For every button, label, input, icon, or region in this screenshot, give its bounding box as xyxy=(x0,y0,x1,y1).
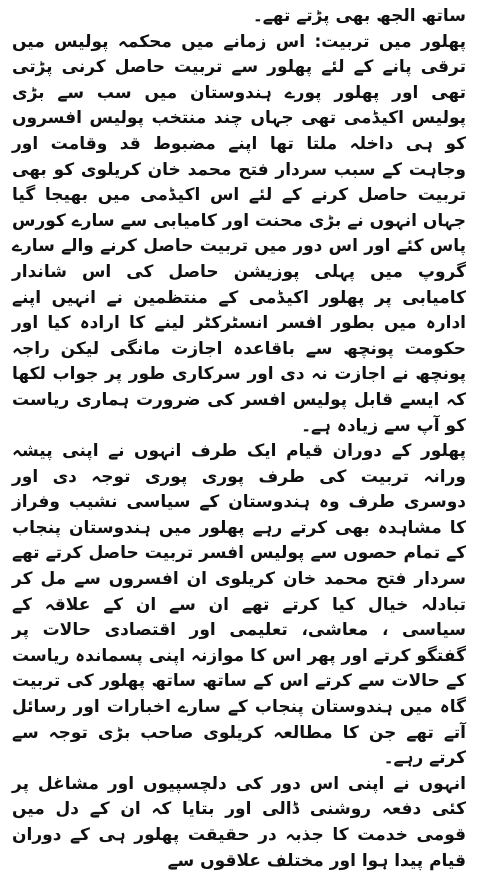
paragraph-opening-line: ساتھ الجھ بھی پڑتے تھے۔ xyxy=(252,6,466,26)
paragraph-national-service: انہوں نے اپنی اس دور کی دلچسپیوں اور مشاغل پر کئی دفعہ روشنی ڈالی اور بتایا کہ ان کے دل میں قومی خدمت کا جذبہ در حقیقت پھلور ہی کے دوران قیام پیدا ہوا اور مختلف علاقوں سے xyxy=(12,773,466,871)
paragraph-stay-at-phillaur: پھلور کے دوران قیام ایک طرف انہوں نے اپنی پیشہ ورانہ تربیت کی طرف پوری پوری توجہ دی اور دوسری طرف وہ ہندوستان کے سیاسی نشیب وفراز کا مشاہدہ بھی کرتے رہے پھلور میں ہندوستان پنجاب کے تمام حصوں سے پولیس افسر تربیت حاصل کرتے تھے سردار فتح محمد خان کریلوی ان افسروں سے مل کر تبادلہ خیال کیا کرتے تھے ان سے ان کے علاقہ کے سیاسی ، معاشی، تعلیمی اور اقتصادی حالات پر گفتگو کرتے اور پھر اس کا موازنہ اپنی پسماندہ ریاست کے حالات سے کرتے اس کے ساتھ ساتھ پھلور کی تربیت گاہ میں ہندوستان پنجاب کے سارے اخبارات اور رسائل آتے تھے جن کا مطالعہ کریلوی صاحب بڑی توجہ سے کرتے رہے۔ xyxy=(12,441,466,769)
paragraph-phillaur-training: پھلور میں تربیت: اس زمانے میں محکمہ پولیس میں ترقی پانے کے لئے پھلور سے تربیت حاصل کرنی پڑتی تھی اور پھلور پورے ہندوستان میں سب سے بڑی پولیس اکیڈمی تھی جہاں چند منتخب پولیس افسروں کو ہی داخلہ ملتا تھا اپنے مضبوط قد وقامت اور وجاہت کے سبب سردار فتح محمد خان کریلوی کو بھی تربیت حاصل کرنے کے لئے اس اکیڈمی میں بھیجا گیا جہاں انہوں نے بڑی محنت اور کامیابی سے سارے کورس پاس کئے اور اس دور میں تربیت حاصل کرنے والے سارے گروپ میں پہلی پوزیشن حاصل کی اس شاندار کامیابی پر پھلور اکیڈمی کے منتظمین نے انہیں اپنے ادارہ میں بطور افسر انسٹرکٹر لینے کا ارادہ کیا اور حکومت پونچھ سے باقاعدہ اجازت مانگی لیکن راجہ پونچھ نے اجازت نہ دی اور سرکاری طور پر جواب لکھا کہ ایسے قابل پولیس افسر کی ضرورت ہماری ریاست کو آپ سے زیادہ ہے۔ xyxy=(12,31,466,436)
